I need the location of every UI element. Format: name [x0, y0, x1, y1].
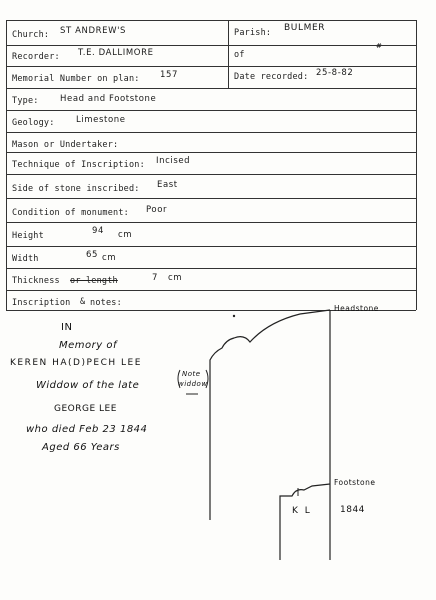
inscription-line-1: IN — [61, 322, 73, 333]
recorder-value: T.E. DALLIMORE — [78, 48, 154, 58]
memorial-number-label: Memorial Number on plan: — [12, 74, 140, 84]
footstone-label: Footstone — [334, 478, 376, 487]
inscription-label: Inscription — [12, 298, 71, 308]
headstone-label: Headstone — [334, 304, 379, 313]
recorder-label: Recorder: — [12, 52, 60, 62]
inscription-line-7: Aged 66 Years — [42, 442, 120, 453]
parish-value: BULMER — [284, 23, 326, 33]
height-value: 94 — [92, 226, 105, 236]
width-unit: cm — [102, 253, 117, 263]
technique-value: Incised — [156, 156, 191, 166]
height-unit: cm — [118, 230, 133, 240]
note-annotation-line-2: widdow — [178, 380, 208, 388]
inscription-amp: & — [80, 297, 86, 307]
note-annotation-line-1: Note — [182, 370, 201, 378]
church-value: ST ANDREW'S — [60, 26, 127, 36]
footstone-initials: K L — [292, 506, 312, 516]
geology-value: Limestone — [76, 115, 126, 125]
height-label: Height — [12, 231, 44, 241]
inscription-line-2: Memory of — [59, 340, 117, 351]
thickness-value: 7 — [152, 273, 159, 283]
technique-label: Technique of Inscription: — [12, 160, 145, 170]
of-value: # — [376, 42, 383, 50]
mason-label: Mason or Undertaker: — [12, 140, 119, 150]
condition-value: Poor — [146, 205, 168, 215]
inscription-line-5: GEORGE LEE — [54, 404, 117, 414]
church-label: Church: — [12, 30, 50, 40]
type-label: Type: — [12, 96, 39, 106]
of-label: of — [234, 50, 245, 60]
inscription-line-6: who died Feb 23 1844 — [26, 424, 148, 435]
inscription-line-4: Widdow of the late — [36, 380, 140, 391]
memorial-number-value: 157 — [160, 70, 179, 80]
thickness-label: Thickness — [12, 276, 60, 286]
thickness-unit: cm — [168, 273, 183, 283]
thickness-struck-text: or length — [70, 276, 118, 286]
condition-label: Condition of monument: — [12, 208, 129, 218]
side-inscribed-label: Side of stone inscribed: — [12, 184, 140, 194]
notes-label: notes: — [90, 298, 122, 308]
date-recorded-label: Date recorded: — [234, 72, 309, 82]
date-recorded-value: 25-8-82 — [316, 68, 354, 78]
geology-label: Geology: — [12, 118, 55, 128]
footstone-year: 1844 — [340, 505, 365, 515]
type-value: Head and Footstone — [60, 94, 157, 104]
inscription-line-3: KEREN HA(D)PECH LEE — [10, 358, 142, 368]
side-inscribed-value: East — [157, 180, 178, 190]
width-label: Width — [12, 254, 39, 264]
parish-label: Parish: — [234, 28, 272, 38]
width-value: 65 — [86, 250, 99, 260]
